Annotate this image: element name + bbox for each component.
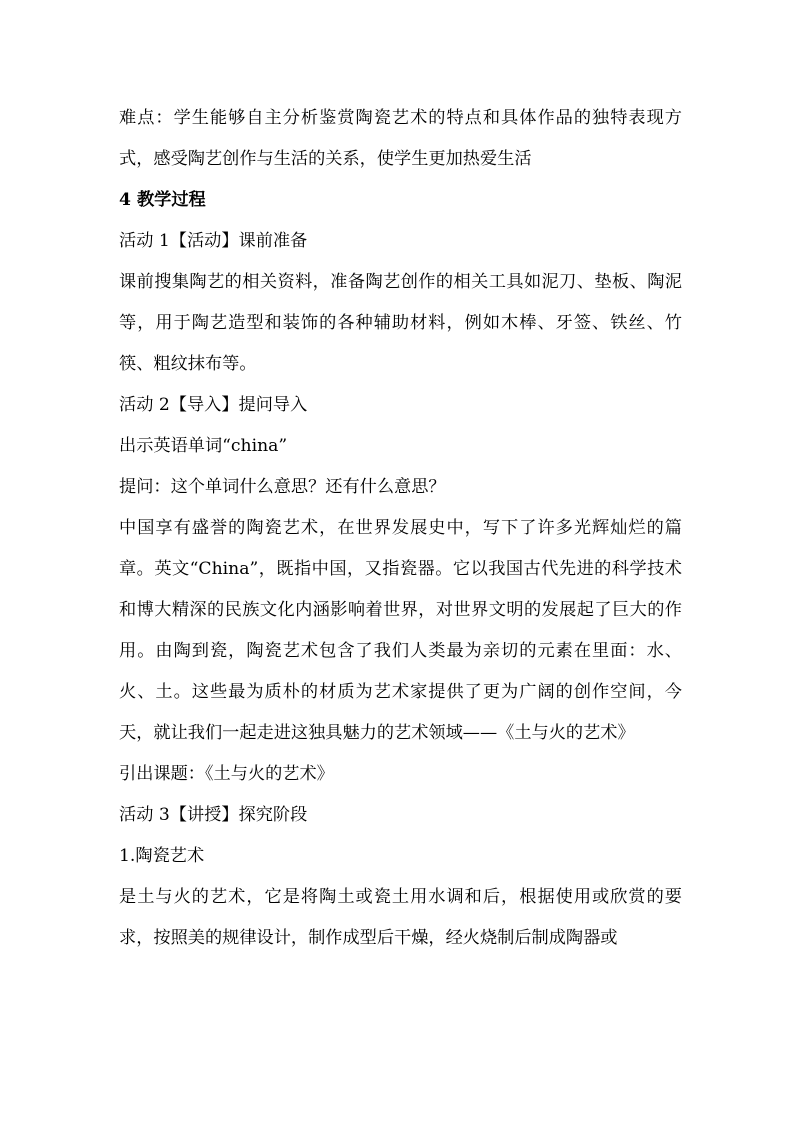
activity-2-title: 活动 2【导入】提问导入 xyxy=(119,395,308,415)
difficulty-paragraph: 难点：学生能够自主分析鉴赏陶瓷艺术的特点和具体作品的独特表现方式，感受陶艺创作与生活的关系，使学生更加热爱生活 xyxy=(119,108,682,169)
activity-1-body: 课前搜集陶艺的相关资料，准备陶艺创作的相关工具如泥刀、垫板、陶泥等，用于陶艺造型和装饰的各种辅助材料，例如木棒、牙签、铁丝、竹筷、粗纹抹布等。 xyxy=(119,272,682,374)
activity-3-title: 活动 3【讲授】探究阶段 xyxy=(119,805,308,825)
question-line: 提问：这个单词什么意思？还有什么意思？ xyxy=(119,477,446,497)
topic-line: 引出课题：《土与火的艺术》 xyxy=(119,764,334,784)
ceramic-paragraph: 是土与火的艺术，它是将陶土或瓷土用水调和后，根据使用或欣赏的要求，按照美的规律设计，制作成型后干燥，经火烧制后制成陶器或 xyxy=(119,887,682,948)
section-heading: 4 教学过程 xyxy=(119,190,206,210)
intro-paragraph: 中国享有盛誉的陶瓷艺术，在世界发展史中，写下了许多光辉灿烂的篇章。英文“China”，既指中国，又指瓷器。它以我国古代先进的科学技术和博大精深的民族文化内涵影响着世界，对世界文明的发展起了巨大的作用。由陶到瓷，陶瓷艺术包含了我们人类最为亲切的元素在里面：水、火、土。这些最为质朴的材质为艺术家提供了更为广阔的创作空间，今天，就让我们一起走进这独具魅力的艺术领域——《土与火的艺术》 xyxy=(119,518,682,743)
document-body xyxy=(119,98,682,959)
activity-1-title: 活动 1【活动】课前准备 xyxy=(119,231,308,251)
show-word-line: 出示英语单词“china” xyxy=(119,436,288,456)
subsection-heading: 1.陶瓷艺术 xyxy=(119,846,205,866)
